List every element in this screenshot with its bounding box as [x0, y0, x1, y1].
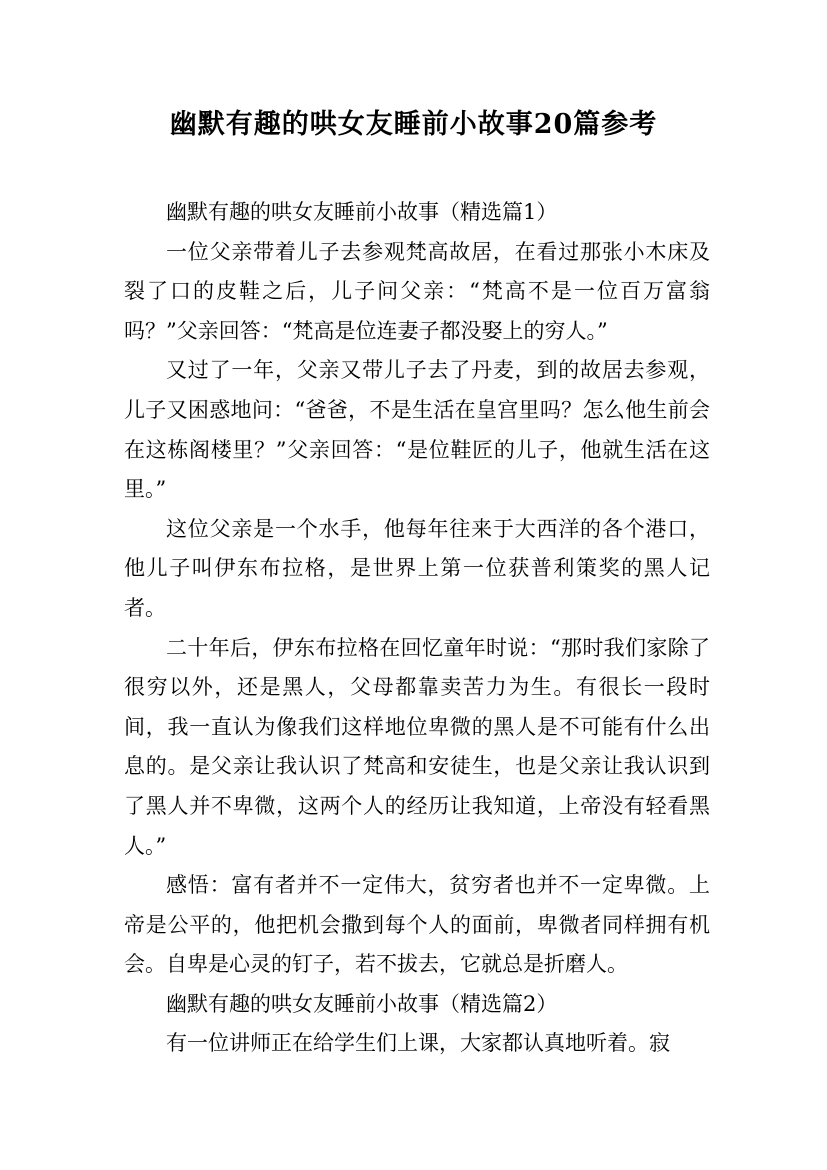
document-body [124, 193, 710, 1064]
paragraph: 感悟：富有者并不一定伟大，贫穷者也并不一定卑微。上帝是公平的，他把机会撒到每个人的面前，卑微者同样拥有机会。自卑是心灵的钉子，若不拔去，它就总是折磨人。 [124, 873, 710, 977]
paragraph: 二十年后，伊东布拉格在回忆童年时说：“那时我们家除了很穷以外，还是黑人，父母都靠卖苦力为生。有很长一段时间，我一直认为像我们这样地位卑微的黑人是不可能有什么出息的。是父亲让我认识了梵高和安徒生，也是父亲让我认识到了黑人并不卑微，这两个人的经历让我知道，上帝没有轻看黑人。” [124, 635, 710, 858]
paragraph: 有一位讲师正在给学生们上课，大家都认真地听着。寂 [166, 1031, 670, 1056]
paragraph: 一位父亲带着儿子去参观梵高故居，在看过那张小木床及裂了口的皮鞋之后，儿子问父亲：“梵高不是一位百万富翁吗？”父亲回答：“梵高是位连妻子都没娶上的穷人。” [124, 239, 710, 343]
section-heading-1: 幽默有趣的哄女友睡前小故事（精选篇1） [166, 200, 558, 224]
document-title: 幽默有趣的哄女友睡前小故事20篇参考 [169, 109, 658, 140]
paragraph: 这位父亲是一个水手，他每年往来于大西洋的各个港口，他儿子叫伊东布拉格，是世界上第一位获普利策奖的黑人记者。 [124, 516, 710, 620]
section-heading-2: 幽默有趣的哄女友睡前小故事（精选篇2） [166, 991, 558, 1016]
paragraph: 又过了一年，父亲又带儿子去了丹麦，到的故居去参观，儿子又困惑地问：“爸爸，不是生活在皇宫里吗？怎么他生前会在这栋阁楼里？”父亲回答：“是位鞋匠的儿子，他就生活在这里。” [124, 358, 710, 502]
